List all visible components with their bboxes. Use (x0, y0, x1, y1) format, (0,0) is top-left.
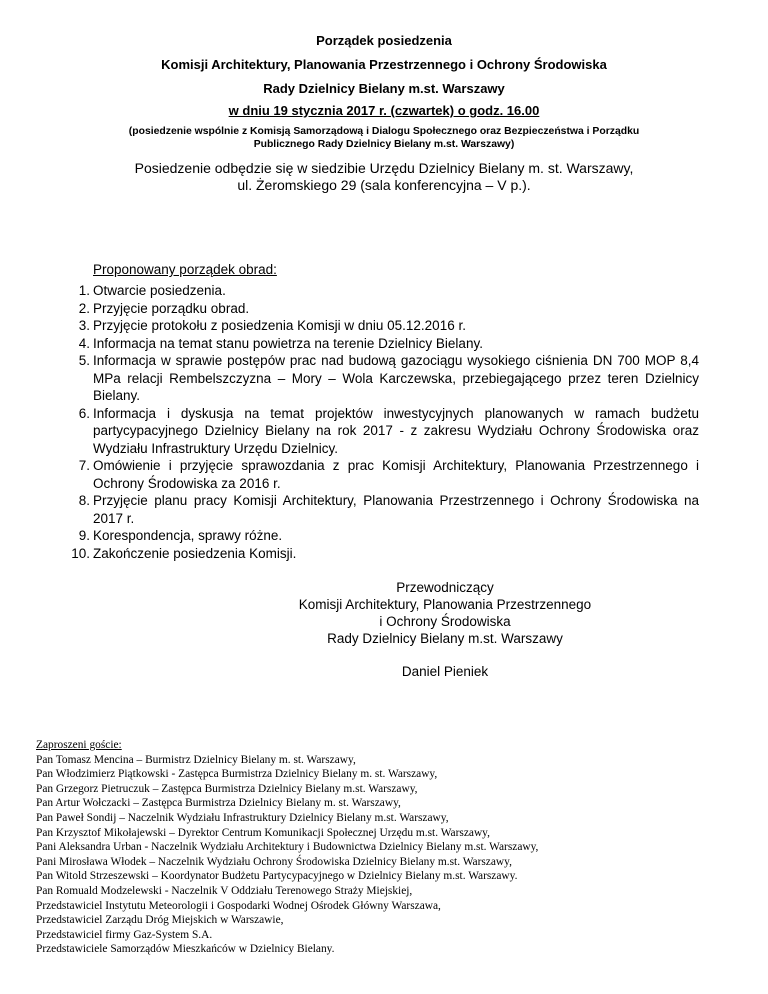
agenda-item-number: 6. (78, 405, 90, 421)
agenda-item-number: 7. (78, 458, 90, 473)
agenda-item-text: Informacja i dyskusja na temat projektów inwestycyjnych planowanych w ramach budżetu partycypacyjnego Dzielnicy Bielany na rok 2017 - z zakresu Wydziału Ochrony Środowiska oraz Wydziału Infrastruktury Urzędu Dzielnicy. (93, 405, 699, 456)
meeting-date: w dniu 19 stycznia 2017 r. (czwartek) o godz. 16.00 (228, 103, 540, 118)
agenda-item-text: Przyjęcie protokołu z posiedzenia Komisji w dniu 05.12.2016 r. (93, 318, 466, 333)
agenda-item (0, 527, 699, 545)
agenda-item (0, 405, 699, 458)
venue-line: ul. Żeromskiego 29 (sala konferencyjna – V p.). (237, 177, 531, 193)
signature-committee: Komisji Architektury, Planowania Przestrzennego (298, 597, 592, 612)
guests-title: Zaproszeni goście: (36, 739, 122, 751)
invited-guests (36, 738, 736, 957)
signature-committee-cont: i Ochrony Środowiska (379, 614, 511, 629)
agenda-item (0, 492, 699, 527)
agenda-item (0, 545, 699, 563)
joint-session-note-line: Publicznego Rady Dzielnicy Bielany m.st. Warszawy) (253, 139, 515, 150)
guest-entry: Przedstawiciel Instytutu Meteorologii i Gospodarki Wodnej Ośrodek Główny Warszawa, (36, 899, 441, 912)
agenda-item (0, 300, 699, 318)
document-title: Porządek posiedzenia (316, 33, 452, 48)
guest-entry: Pani Aleksandra Urban - Naczelnik Wydziału Architektury i Budownictwa Dzielnicy Bielany m.st. Warszawy, (36, 841, 539, 854)
agenda-item-text: Otwarcie posiedzenia. (93, 283, 226, 298)
guest-entry: Pan Romuald Modzelewski - Naczelnik V Oddziału Terenowego Straży Miejskiej, (36, 884, 413, 897)
agenda-item-number: 9. (78, 528, 90, 543)
guest-entry: Pani Mirosława Włodek – Naczelnik Wydziału Ochrony Środowiska Dzielnicy Bielany m.st. Warszawy, (36, 855, 512, 868)
agenda-item (0, 317, 699, 335)
agenda-item-number: 8. (78, 493, 90, 508)
guest-entry: Przedstawiciel firmy Gaz-System S.A. (36, 928, 213, 941)
signature-council: Rady Dzielnicy Bielany m.st. Warszawy (327, 631, 563, 646)
agenda-item (0, 457, 699, 492)
agenda-item-number: 10. (71, 545, 90, 561)
agenda-item (0, 282, 699, 300)
agenda-item-text: Informacja w sprawie postępów prac nad budową gazociągu wysokiego ciśnienia DN 700 MOP 8,4 MPa relacji Rembelszczyzna – Mory – Wola Karczewska, przebiegającego przez teren Dzielnicy Bielany. (93, 353, 699, 403)
signature-role: Przewodniczący (396, 580, 494, 595)
guest-entry: Pan Witold Strzeszewski – Koordynator Budżetu Partycypacyjnego w Dzielnicy Bielany m.st. Warszawy. (36, 870, 518, 883)
agenda-item-text: Korespondencja, sprawy różne. (93, 528, 283, 543)
agenda-item-number: 2. (78, 300, 90, 316)
guest-entry: Pan Grzegorz Pietruczuk – Zastępca Burmistrza Dzielnicy Bielany m.st. Warszawy, (36, 782, 418, 795)
agenda-item-text: Przyjęcie planu pracy Komisji Architektury, Planowania Przestrzennego i Ochrony Środowiska na 2017 r. (93, 493, 699, 526)
venue-line: Posiedzenie odbędzie się w siedzibie Urzędu Dzielnicy Bielany m. st. Warszawy, (134, 160, 634, 176)
agenda-item-number: 4. (78, 335, 90, 351)
guest-entry: Pan Krzysztof Mikołajewski – Dyrektor Centrum Komunikacji Społecznej Urzędu m.st. Warszawy, (36, 826, 490, 839)
guest-entry: Pan Artur Wołczacki – Zastępca Burmistrza Dzielnicy Bielany m. st. Warszawy, (36, 797, 401, 810)
agenda-item-text: Zakończenie posiedzenia Komisji. (93, 545, 297, 561)
guest-entry: Przedstawiciele Samorządów Mieszkańców w Dzielnicy Bielany. (36, 943, 335, 956)
signature-block (240, 579, 650, 647)
guest-entry: Pan Paweł Sondij – Naczelnik Wydziału Infrastruktury Dzielnicy Bielany m.st. Warszawy, (36, 811, 449, 824)
council-name: Rady Dzielnicy Bielany m.st. Warszawy (263, 81, 505, 96)
agenda-list (0, 282, 768, 562)
agenda-item (0, 335, 699, 353)
agenda-item (0, 352, 699, 405)
agenda-item-number: 3. (78, 318, 90, 333)
guest-entry: Przedstawiciel Zarządu Dróg Miejskich w Warszawie, (36, 914, 284, 927)
joint-session-note (100, 125, 668, 151)
guest-entry: Pan Włodzimierz Piątkowski - Zastępca Burmistrza Dzielnicy Bielany m. st. Warszawy, (36, 768, 438, 781)
joint-session-note-line: (posiedzenie wspólnie z Komisją Samorządową i Dialogu Społecznego oraz Bezpieczeństwa i Porządku (128, 126, 640, 137)
venue-info (0, 160, 768, 194)
agenda-item-text: Przyjęcie porządku obrad. (93, 300, 250, 316)
agenda-item-number: 1. (78, 283, 90, 298)
agenda-item-text: Informacja na temat stanu powietrza na terenie Dzielnicy Bielany. (93, 335, 483, 351)
committee-name: Komisji Architektury, Planowania Przestrzennego i Ochrony Środowiska (161, 57, 607, 72)
agenda-item-text: Omówienie i przyjęcie sprawozdania z prac Komisji Architektury, Planowania Przestrzennego i Ochrony Środowiska za 2016 r. (93, 458, 699, 491)
guest-entry: Pan Tomasz Mencina – Burmistrz Dzielnicy Bielany m. st. Warszawy, (36, 753, 356, 766)
agenda-title: Proponowany porządek obrad: (93, 262, 277, 277)
signatory-name: Daniel Pieniek (401, 664, 489, 679)
agenda-item-number: 5. (78, 353, 90, 368)
